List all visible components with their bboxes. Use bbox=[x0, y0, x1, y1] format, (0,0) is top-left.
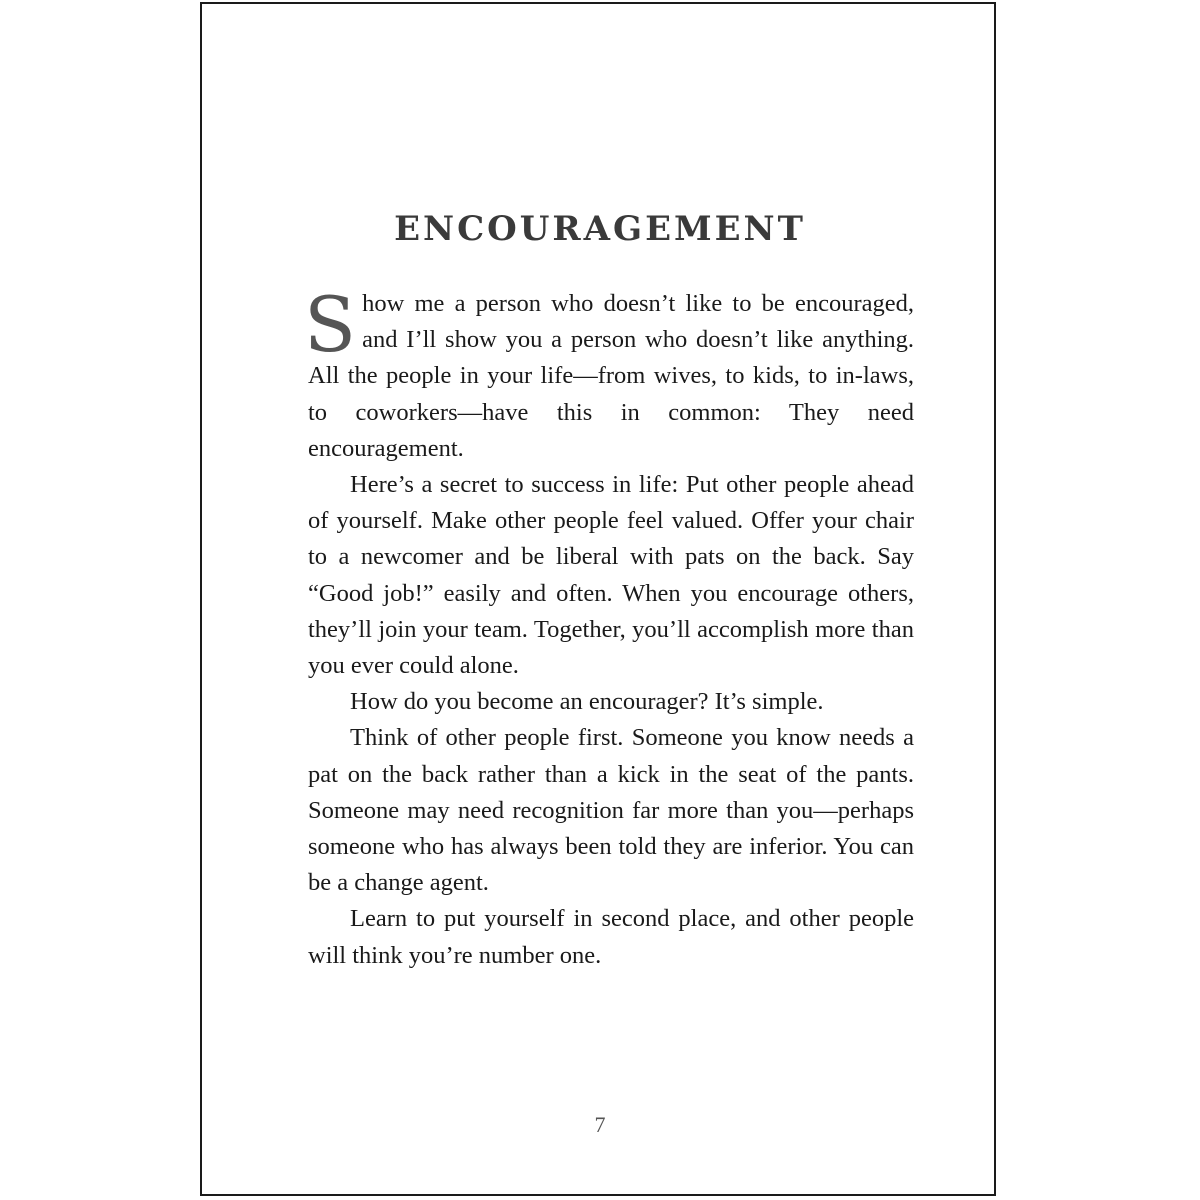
paragraph-5: Learn to put yourself in second place, and other people will think you’re number one. bbox=[308, 905, 914, 969]
chapter-heading: ENCOURAGEMENT bbox=[394, 209, 806, 249]
paragraph-3: How do you become an encourager? It’s simple. bbox=[350, 688, 824, 716]
page-number: 7 bbox=[594, 1112, 606, 1137]
paragraph-2: Here’s a secret to success in life: Put other people ahead of yourself. Make other people feel valued. Offer your chair to a newcomer and be liberal with pats on the back. Say “Good job!” easily and often. When you encourage others, they’ll join your team. Together, you’ll accomplish more than you ever could alone. bbox=[308, 471, 914, 680]
paragraph-1 bbox=[304, 280, 914, 467]
paragraph-1-text: how me a person who doesn’t like to be encouraged, and I’ll show you a person who doesn’t like anything. All the people in your life—from wives, to kids, to in-laws, to coworkers—have this in common: They need encouragement. bbox=[308, 290, 914, 462]
body-text bbox=[304, 280, 914, 974]
paragraph-4: Think of other people first. Someone you know needs a pat on the back rather than a kick in the seat of the pants. Someone may need recognition far more than you—perhaps someone who has always been told they are inferior. You can be a change agent. bbox=[308, 724, 914, 897]
book-page bbox=[200, 2, 996, 1196]
drop-cap: S bbox=[304, 280, 357, 369]
